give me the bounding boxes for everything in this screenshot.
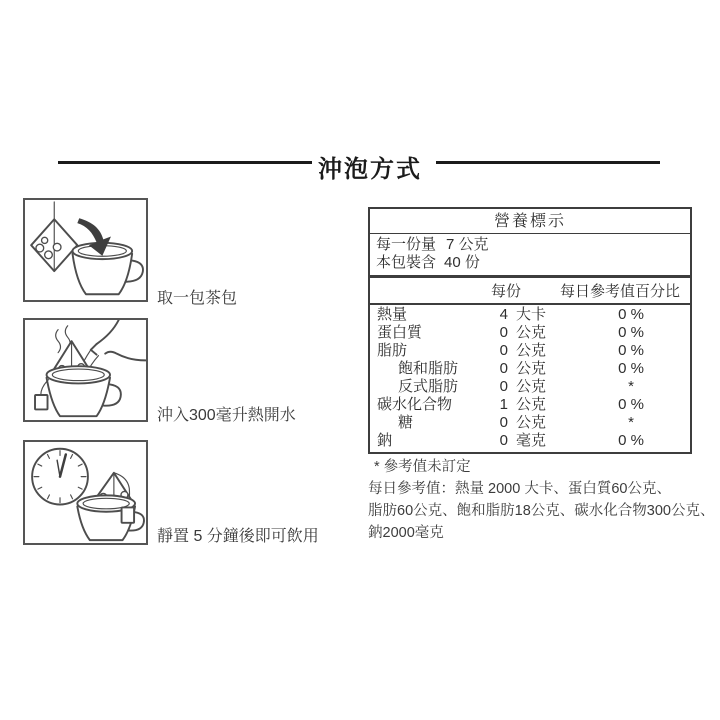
nutrient-label: 脂肪 <box>377 342 408 359</box>
serving-size-label: 每一份量 <box>376 236 437 253</box>
nutrient-row <box>370 396 690 414</box>
nutrient-amount: 0 <box>499 342 508 359</box>
footnote-line: 每日參考值：熱量 2000 大卡、蛋白質60公克、 <box>368 481 671 497</box>
serving-size-row <box>376 236 684 254</box>
nutrient-unit: 公克 <box>516 414 547 431</box>
nutrient-label: 反式脂肪 <box>398 378 459 395</box>
nutrient-row <box>370 324 690 342</box>
nutrient-unit: 公克 <box>516 360 547 377</box>
step1-label: 取一包茶包 <box>157 290 238 307</box>
title-rule-left <box>58 161 312 164</box>
nutrient-daily-value: 0 % <box>618 396 644 413</box>
nutrient-daily-value: 0 % <box>618 306 644 323</box>
nutrient-unit: 公克 <box>516 378 547 395</box>
nutrient-label: 碳水化合物 <box>377 396 453 413</box>
nutrient-amount: 0 <box>499 360 508 377</box>
step3-illustration-box <box>23 440 148 545</box>
step2-illustration-box <box>23 318 148 422</box>
clock-steep-icon <box>25 442 146 543</box>
nutrient-daily-value: 0 % <box>618 324 644 341</box>
col-daily-value: 每日參考值百分比 <box>559 283 680 300</box>
nutrition-table-title: 營養標示 <box>370 209 690 234</box>
title-rule-right <box>436 161 660 164</box>
nutrient-unit: 公克 <box>516 324 547 341</box>
nutrient-unit: 大卡 <box>516 306 547 323</box>
column-header-row <box>370 278 690 305</box>
nutrient-amount: 0 <box>499 378 508 395</box>
nutrient-row <box>370 432 690 450</box>
nutrient-amount: 0 <box>499 414 508 431</box>
nutrient-daily-value: * <box>628 378 634 395</box>
serving-info <box>370 234 690 278</box>
nutrient-row <box>370 360 690 378</box>
nutrient-label: 鈉 <box>377 432 393 449</box>
col-per-serving: 每份 <box>490 283 521 300</box>
footnote-line: 鈉2000毫克 <box>368 525 444 541</box>
footnote-line: 脂肪60公克、飽和脂肪18公克、碳水化合物300公克、 <box>368 503 715 519</box>
servings-label: 本包裝含 <box>376 254 437 271</box>
nutrient-label: 糖 <box>398 414 414 431</box>
servings-value: 40 份 <box>444 254 480 271</box>
nutrient-amount: 0 <box>499 432 508 449</box>
footnote-line: * 參考值未訂定 <box>374 459 471 475</box>
step3-label: 靜置 5 分鐘後即可飲用 <box>157 528 319 545</box>
nutrient-label: 飽和脂肪 <box>398 360 459 377</box>
nutrient-label: 蛋白質 <box>377 324 423 341</box>
nutrient-daily-value: * <box>628 414 634 431</box>
nutrient-unit: 公克 <box>516 342 547 359</box>
nutrient-unit: 公克 <box>516 396 547 413</box>
nutrient-row <box>370 342 690 360</box>
teabag-into-cup-icon <box>25 200 146 300</box>
pour-hot-water-icon <box>25 320 146 420</box>
nutrition-facts-table <box>368 207 692 454</box>
step2-label: 沖入300毫升熱開水 <box>157 407 296 424</box>
nutrition-footnotes <box>368 456 714 544</box>
nutrient-daily-value: 0 % <box>618 342 644 359</box>
nutrient-daily-value: 0 % <box>618 360 644 377</box>
nutrient-row <box>370 414 690 432</box>
nutrient-amount: 1 <box>499 396 508 413</box>
nutrient-daily-value: 0 % <box>618 432 644 449</box>
page-title: 沖泡方式 <box>318 156 422 183</box>
nutrient-rows <box>370 305 690 452</box>
nutrient-amount: 4 <box>499 306 508 323</box>
nutrient-unit: 毫克 <box>516 432 547 449</box>
nutrient-row <box>370 306 690 324</box>
nutrient-label: 熱量 <box>377 306 408 323</box>
nutrient-row <box>370 378 690 396</box>
step1-illustration-box <box>23 198 148 302</box>
serving-size-value: 7 公克 <box>446 236 489 253</box>
nutrient-amount: 0 <box>499 324 508 341</box>
servings-per-pack-row <box>376 254 684 272</box>
